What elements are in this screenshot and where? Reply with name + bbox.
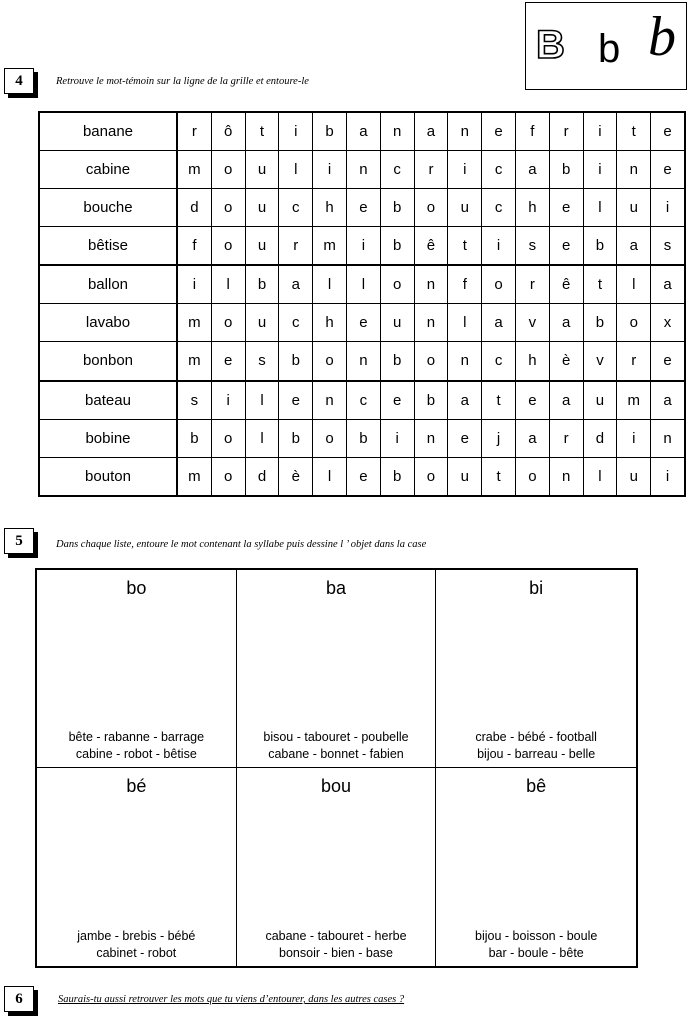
grid-letter[interactable]: l (617, 265, 651, 304)
grid-letter[interactable]: c (482, 342, 516, 381)
word-list (436, 928, 636, 962)
target-word: banane (39, 112, 177, 151)
grid-letter[interactable]: t (617, 112, 651, 151)
grid-letter[interactable]: u (380, 304, 414, 342)
grid-letter[interactable]: o (313, 419, 347, 457)
grid-letter[interactable]: l (279, 151, 313, 189)
grid-letter[interactable]: u (617, 189, 651, 227)
word-list-line[interactable]: jambe - brebis - bébé (77, 929, 196, 943)
cursive-letter: b (648, 6, 676, 68)
grid-letter[interactable]: l (448, 304, 482, 342)
grid-letter[interactable]: i (346, 226, 380, 265)
grid-letter[interactable]: e (346, 457, 380, 496)
grid-letter[interactable]: a (279, 265, 313, 304)
grid-letter[interactable]: s (245, 342, 279, 381)
grid-letter[interactable]: e (482, 112, 516, 151)
grid-letter[interactable]: i (583, 112, 617, 151)
grid-letter[interactable]: h (313, 189, 347, 227)
grid-letter[interactable]: l (211, 265, 245, 304)
grid-letter[interactable]: a (549, 381, 583, 420)
grid-letter[interactable]: o (414, 457, 448, 496)
grid-letter[interactable]: t (448, 226, 482, 265)
grid-letter[interactable]: e (346, 304, 380, 342)
grid-letter[interactable]: i (617, 419, 651, 457)
grid-letter[interactable]: o (482, 265, 516, 304)
grid-row (39, 381, 685, 420)
grid-letter[interactable]: i (651, 457, 685, 496)
grid-letter[interactable]: a (651, 265, 685, 304)
grid-letter[interactable]: e (549, 189, 583, 227)
grid-letter[interactable]: a (549, 304, 583, 342)
grid-letter[interactable]: i (482, 226, 516, 265)
grid-letter[interactable]: o (380, 265, 414, 304)
grid-letter[interactable]: t (583, 265, 617, 304)
grid-letter[interactable]: b (313, 112, 347, 151)
grid-letter[interactable]: ô (211, 112, 245, 151)
word-list-line[interactable]: bijou - boisson - boule (475, 929, 598, 943)
grid-row (39, 304, 685, 342)
grid-row (39, 112, 685, 151)
grid-letter[interactable]: e (211, 342, 245, 381)
grid-letter[interactable]: i (583, 151, 617, 189)
grid-letter[interactable]: d (583, 419, 617, 457)
grid-letter[interactable]: è (279, 457, 313, 496)
target-word: bouche (39, 189, 177, 227)
word-list-line[interactable]: bar - boule - bête (488, 946, 584, 960)
grid-letter[interactable]: s (177, 381, 211, 420)
grid-letter[interactable]: l (245, 381, 279, 420)
target-word: bobine (39, 419, 177, 457)
grid-letter[interactable]: r (414, 151, 448, 189)
grid-letter[interactable]: a (515, 151, 549, 189)
exercise-5-number: 5 (4, 528, 34, 554)
grid-letter[interactable]: o (211, 419, 245, 457)
grid-letter[interactable]: b (380, 226, 414, 265)
grid-letter[interactable]: e (279, 381, 313, 420)
grid-letter[interactable]: ê (414, 226, 448, 265)
grid-letter[interactable]: c (380, 151, 414, 189)
grid-letter[interactable]: u (448, 457, 482, 496)
grid-letter[interactable]: o (617, 304, 651, 342)
grid-letter[interactable]: a (346, 112, 380, 151)
grid-letter[interactable]: c (346, 381, 380, 420)
word-list-line[interactable]: cabane - tabouret - herbe (265, 929, 407, 943)
grid-letter[interactable]: u (448, 189, 482, 227)
grid-letter[interactable]: h (515, 342, 549, 381)
grid-letter[interactable]: e (346, 189, 380, 227)
word-list (37, 729, 236, 763)
grid-row (39, 226, 685, 265)
letter-box (525, 2, 687, 90)
grid-letter[interactable]: a (414, 112, 448, 151)
target-word: lavabo (39, 304, 177, 342)
word-list-line[interactable]: bijou - barreau - belle (477, 747, 596, 761)
grid-letter[interactable]: b (380, 457, 414, 496)
grid-letter[interactable]: v (515, 304, 549, 342)
grid-letter[interactable]: l (313, 457, 347, 496)
grid-letter[interactable]: l (583, 189, 617, 227)
syllable-label: bé (126, 776, 147, 796)
word-list-line[interactable]: cabane - bonnet - fabien (268, 747, 404, 761)
grid-letter[interactable]: a (448, 381, 482, 420)
grid-letter[interactable]: i (211, 381, 245, 420)
grid-letter[interactable]: u (245, 304, 279, 342)
grid-letter[interactable]: ê (549, 265, 583, 304)
word-list-line[interactable]: bisou - tabouret - poubelle (263, 730, 409, 744)
grid-letter[interactable]: i (313, 151, 347, 189)
grid-letter[interactable]: c (482, 151, 516, 189)
grid-letter[interactable]: o (515, 457, 549, 496)
grid-letter[interactable]: a (482, 304, 516, 342)
word-list-line[interactable]: cabine - robot - bêtise (75, 747, 197, 761)
syllable-cell[interactable] (37, 768, 237, 966)
grid-letter[interactable]: d (245, 457, 279, 496)
grid-letter[interactable]: e (448, 419, 482, 457)
syllable-label: bo (126, 578, 147, 598)
grid-letter[interactable]: m (177, 342, 211, 381)
grid-letter[interactable]: h (515, 189, 549, 227)
grid-letter[interactable]: l (245, 419, 279, 457)
target-word: cabine (39, 151, 177, 189)
target-word: bonbon (39, 342, 177, 381)
word-search-grid (38, 111, 686, 497)
word-list-line[interactable]: crabe - bébé - football (475, 730, 597, 744)
grid-letter[interactable]: f (448, 265, 482, 304)
grid-letter[interactable]: l (313, 265, 347, 304)
grid-letter[interactable]: a (651, 381, 685, 420)
grid-letter[interactable]: e (651, 112, 685, 151)
syllable-label: bi (529, 578, 544, 598)
grid-letter[interactable]: m (177, 457, 211, 496)
word-list (37, 928, 236, 962)
grid-letter[interactable]: a (617, 226, 651, 265)
grid-letter[interactable]: h (313, 304, 347, 342)
grid-letter[interactable]: b (380, 342, 414, 381)
grid-letter[interactable]: n (414, 419, 448, 457)
grid-letter[interactable]: f (177, 226, 211, 265)
grid-letter[interactable]: o (211, 457, 245, 496)
target-word: ballon (39, 265, 177, 304)
grid-letter[interactable]: s (651, 226, 685, 265)
grid-letter[interactable]: l (346, 265, 380, 304)
grid-letter[interactable]: e (651, 151, 685, 189)
grid-letter[interactable]: n (651, 419, 685, 457)
grid-letter[interactable]: t (482, 381, 516, 420)
exercise-6-instruction: Saurais-tu aussi retrouver les mots que tu viens d’entourer, dans les autres cases ? (58, 994, 405, 1005)
grid-letter[interactable]: b (583, 226, 617, 265)
grid-letter[interactable]: i (380, 419, 414, 457)
grid-letter[interactable]: o (211, 189, 245, 227)
grid-letter[interactable]: o (313, 342, 347, 381)
grid-letter[interactable]: u (245, 226, 279, 265)
grid-letter[interactable]: b (346, 419, 380, 457)
target-word: bateau (39, 381, 177, 420)
target-word: bouton (39, 457, 177, 496)
grid-letter[interactable]: i (279, 112, 313, 151)
word-list (237, 928, 436, 962)
grid-letter[interactable]: è (549, 342, 583, 381)
grid-letter[interactable]: n (380, 112, 414, 151)
grid-letter[interactable]: c (279, 304, 313, 342)
grid-letter[interactable]: r (617, 342, 651, 381)
grid-letter[interactable]: b (279, 419, 313, 457)
grid-letter[interactable]: n (448, 342, 482, 381)
grid-letter[interactable]: s (515, 226, 549, 265)
syllable-cell[interactable] (237, 570, 437, 768)
grid-letter[interactable]: n (414, 304, 448, 342)
grid-letter[interactable]: c (482, 189, 516, 227)
grid-letter[interactable]: n (313, 381, 347, 420)
syllable-cell[interactable] (436, 570, 636, 768)
grid-letter[interactable]: t (482, 457, 516, 496)
grid-letter[interactable]: x (651, 304, 685, 342)
grid-letter[interactable]: m (177, 151, 211, 189)
grid-letter[interactable]: n (617, 151, 651, 189)
grid-letter[interactable]: r (279, 226, 313, 265)
grid-row (39, 419, 685, 457)
grid-letter[interactable]: b (549, 151, 583, 189)
grid-letter[interactable]: n (346, 342, 380, 381)
grid-letter[interactable]: b (177, 419, 211, 457)
grid-letter[interactable]: e (515, 381, 549, 420)
grid-letter[interactable]: e (380, 381, 414, 420)
syllable-cell[interactable] (436, 768, 636, 966)
grid-letter[interactable]: b (279, 342, 313, 381)
grid-letter[interactable]: n (414, 265, 448, 304)
grid-letter[interactable]: u (245, 151, 279, 189)
grid-letter[interactable]: j (482, 419, 516, 457)
syllable-grid (35, 568, 638, 968)
grid-letter[interactable]: i (651, 189, 685, 227)
grid-letter[interactable]: u (245, 189, 279, 227)
grid-letter[interactable]: a (515, 419, 549, 457)
lowercase-letter: b (598, 27, 621, 71)
grid-letter[interactable]: r (549, 112, 583, 151)
grid-letter[interactable]: r (549, 419, 583, 457)
syllable-label: bê (526, 776, 547, 796)
grid-row (39, 151, 685, 189)
grid-letter[interactable]: m (617, 381, 651, 420)
grid-letter[interactable]: n (549, 457, 583, 496)
grid-letter[interactable]: o (211, 304, 245, 342)
syllable-label: bou (320, 776, 352, 796)
grid-row (39, 265, 685, 304)
grid-letter[interactable]: l (583, 457, 617, 496)
grid-letter[interactable]: b (380, 189, 414, 227)
grid-letter[interactable]: f (515, 112, 549, 151)
grid-row (39, 457, 685, 496)
grid-letter[interactable]: o (211, 151, 245, 189)
target-word: bêtise (39, 226, 177, 265)
syllable-cell[interactable] (237, 768, 437, 966)
grid-letter[interactable]: u (617, 457, 651, 496)
grid-letter[interactable]: t (245, 112, 279, 151)
grid-row (39, 189, 685, 227)
grid-letter[interactable]: o (211, 226, 245, 265)
exercise-6-number: 6 (4, 986, 34, 1012)
exercise-4-number: 4 (4, 68, 34, 94)
exercise-4-instruction: Retrouve le mot-témoin sur la ligne de la grille et entoure-le (56, 76, 309, 87)
grid-letter[interactable]: e (549, 226, 583, 265)
grid-letter[interactable]: i (177, 265, 211, 304)
grid-row (39, 342, 685, 381)
grid-letter[interactable]: b (414, 381, 448, 420)
grid-letter[interactable]: v (583, 342, 617, 381)
grid-letter[interactable]: n (346, 151, 380, 189)
grid-letter[interactable]: c (279, 189, 313, 227)
grid-letter[interactable]: d (177, 189, 211, 227)
grid-letter[interactable]: n (448, 112, 482, 151)
grid-letter[interactable]: r (177, 112, 211, 151)
uppercase-letter: B (536, 23, 565, 67)
exercise-5-instruction: Dans chaque liste, entoure le mot contenant la syllabe puis dessine l ’ objet dans la case (56, 539, 427, 550)
word-list (237, 729, 436, 763)
grid-letter[interactable]: m (177, 304, 211, 342)
grid-letter[interactable]: e (651, 342, 685, 381)
grid-letter[interactable]: u (583, 381, 617, 420)
grid-letter[interactable]: o (414, 189, 448, 227)
syllable-label: ba (325, 578, 346, 598)
word-list (436, 729, 636, 763)
grid-letter[interactable]: o (414, 342, 448, 381)
grid-letter[interactable]: m (313, 226, 347, 265)
syllable-cell[interactable] (37, 570, 237, 768)
grid-letter[interactable]: i (448, 151, 482, 189)
word-list-line[interactable]: cabinet - robot (96, 946, 177, 960)
grid-letter[interactable]: b (245, 265, 279, 304)
grid-letter[interactable]: r (515, 265, 549, 304)
grid-letter[interactable]: b (583, 304, 617, 342)
word-list-line[interactable]: bonsoir - bien - base (279, 946, 393, 960)
word-list-line[interactable]: bête - rabanne - barrage (68, 730, 205, 744)
